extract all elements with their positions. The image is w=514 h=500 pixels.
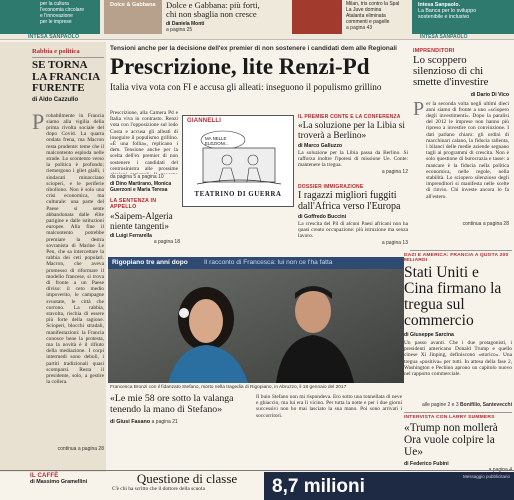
sentenza-byline: di Luigi Ferrarella — [110, 233, 152, 239]
photo-story-quote-body: Il buio Stefano non mi rispondeva. Ero sotto una tonnellata di neve e ghiaccio, ma lui era lì vicino. Per tutta la notte e per i due giorni successivi non ho mai lasciato la sua mano. Poi sono arrivati i soccorritori. — [256, 394, 402, 419]
photo-story-page: a pagina 21 — [151, 418, 178, 425]
teaser-line: La Juve domina — [346, 7, 382, 13]
teaser-page: a pagina 25 — [166, 27, 193, 33]
right-body: er la seconda volta negli ultimi dieci anni siamo di fronte a uno «sciopero degli investimenti». Dopo la paralisi del 2012 le imprese non hanno più ripreso a investire con convinzione. I dati parlano chiaro: gli ordini di macchinari calano, la fiducia rallenta, i bilanci delle medie aziende segnano tagli ai programmi di crescita. Non è solo questione di burocrazia e tasse: a mancare è la fiducia nella politica economica, nelle regole, nella stabilità. Lo sciopero silenzioso degli imprenditori si manifesta nelle scelte di rinvio. Chi investe ancora lo fa all'estero. — [426, 100, 509, 200]
teaser-brand-logo: INTESA SANPAOLO — [28, 34, 80, 40]
libia-headline: «La soluzione per la Libia si troverà a Berlino» — [298, 121, 405, 141]
right-byline: di Dario Di Vico — [470, 91, 509, 98]
right-headline: Lo scoppero silenzioso di chi smette d'investire — [413, 54, 489, 89]
cartoon-balloon: MA NELLE ELEZIONI... — [205, 136, 229, 146]
photo-story-byline: di Giusi Fasano — [110, 418, 151, 425]
photo-story-headline-block[interactable] — [110, 394, 250, 425]
teaser-page: a pagina 43 — [346, 25, 373, 31]
trade-body: Un passo avanti. Che i due protagonisti, i presidenti americano Donald Trump e quello cinese Xi Jinping, definiscono «storico». Una tregua «positiva» per tutti. In attesa della fase 2, Washington e Pechino aprono un capitolo nuovo nel rapporto commerciale. — [404, 340, 512, 378]
sentenza-page: a pagina 18 — [153, 239, 180, 245]
africa-story[interactable] — [298, 184, 408, 246]
top-teaser-bar — [0, 0, 514, 40]
rigopiano-photo — [108, 269, 404, 383]
teaser-line: commenti e pagelle — [346, 19, 390, 25]
cartoon-tag: GIANNELLI — [187, 118, 222, 124]
main-body-column — [110, 110, 178, 193]
caffe-column[interactable] — [112, 472, 262, 494]
main-body-text: Prescrizione, alla Camera Pd e Italia viva in contrasto. Renzi vota con l'opposizione sul lodo Costa e accusa gli alleati di inseguire il populismo grillino. «È una follia», replicano i dem. Tensione anche per la scelta dell'ex premier di non sostenere i candidati del centrosinistra alle prossime — [110, 110, 178, 172]
editorial-byline: di Aldo Cazzullo — [32, 96, 79, 103]
trump-byline: di Federico Fubini — [404, 461, 449, 467]
teaser-thumb-fashion[interactable] — [104, 0, 162, 34]
teaser-title-line: chi non sbaglia non cresce — [166, 9, 257, 19]
photo-caption: Francesca Bronzi con il fidanzato Stefano, morto nella tragedia di Rigopiano, in Abruzzo, il 18 gennaio del 2017 — [110, 385, 347, 390]
trade-names: Bonifilio, Santevecchi — [460, 402, 512, 408]
photo-banner[interactable] — [108, 257, 404, 269]
ad-label: Messaggio pubblicitario — [462, 474, 510, 479]
dropcap: P — [413, 97, 425, 120]
editorial-body: robabilmente in Francia siamo alla vigilia della prima rivolta sociale del dopo Covid. La quarta ondata frena, ma Macron resta prudente: teme che il malcontento esploda nelle strade. Lo scontento verso la politica è profondo; riemergono i gilet gialli, i sindacati minacciano scioperi, e le periferie ribollono. Non è solo una crisi economica, ma culturale: una parte del Paese si sente abbandonata dalle élite parigine e dalle istituzioni europee. Alla fine il malcontento potrebbe premiare la destra sovranista di Marine Le Pen, che sa intercettare la rabbia dei ceti popolari. Macron, che aveva promesso di riformare il modello francese, si trova di fronte a un Paese diviso: il ceto medio impoverito, le campagne svuotate, le città che corrono. La rabbia, stavolta, rischia di essere più forte della ragione. Scioperi, blocchi stradali, manifestazioni: la Francia conosce bene la protesta, ma la novità è il rifiuto della mediazione. I corpi intermedi sono deboli, i partiti tradizionali quasi scomparsi. Resta il presidente, solo, a gestire la collera. — [46, 112, 104, 386]
africa-byline: di Goffredo Buccini — [298, 214, 347, 220]
trade-kicker: DAZI E AMERICA: FRANCIA A QUOTA 200 MILIARDI — [404, 253, 509, 263]
teaser-line: sostenibile e inclusivo — [418, 14, 470, 21]
trade-headline: Stati Uniti e Cina firmano la tregua sul commercio — [404, 264, 502, 329]
teaser-byline: di Daniela Monti — [166, 21, 205, 27]
trump-headline: «Trump non mollerà Ora vuole colpire la Ue» — [404, 422, 498, 458]
dropcap: P — [32, 108, 45, 134]
photo-banner-subtitle: Il racconto di Francesca: lui non ce l'ha fatta — [204, 259, 333, 266]
ad-big-number: 8,7 milioni — [272, 476, 365, 497]
caffe-block[interactable] — [30, 473, 110, 485]
trade-pages: alle pagine 2 e 3 — [421, 402, 459, 408]
teaser-sport[interactable] — [346, 1, 406, 31]
continue-link[interactable]: continua a pagina 28 — [462, 220, 509, 227]
cartoon-caption: TEATRINO DI GUERRA — [194, 191, 282, 198]
main-byline: di Dino Martirano, Monica Guerzoni e Maria Teresa — [110, 181, 172, 193]
teaser-brand-logo: INTESA SANPAOLO — [420, 34, 468, 40]
sentenza-story[interactable] — [110, 198, 180, 245]
bottom-advertisement[interactable] — [264, 472, 514, 500]
libia-story[interactable] — [298, 114, 408, 175]
teaser-line: Intesa Sanpaolo. — [418, 2, 461, 8]
trade-byline: di Giuseppe Sarcina — [404, 332, 454, 338]
caffe-byline: di Massimo Gramellini — [30, 479, 88, 485]
caffe-headline: Questione di classe — [136, 471, 238, 486]
africa-kicker: DOSSIER IMMIGRAZIONE — [298, 184, 364, 190]
main-story[interactable] — [110, 45, 410, 93]
photo-banner-title: Rigopiano tre anni dopo — [112, 259, 188, 266]
photo-story-headline: «Le mie 58 ore sotto la valanga tenendo la mano di Stefano» — [110, 393, 234, 415]
teaser-dolce-gabbana[interactable] — [166, 1, 286, 33]
teaser-line: e l'innovazione — [40, 13, 73, 19]
caffe-kicker: IL CAFFÈ — [30, 473, 59, 479]
main-headline: Prescrizione, lite Renzi-Pd — [110, 54, 370, 79]
trump-kicker: INTERVISTA CON LARRY SUMMERS — [404, 415, 495, 420]
teaser-thumb-football[interactable] — [292, 0, 342, 34]
teaser-brand-banner-right[interactable] — [412, 0, 514, 34]
photo-story-quote — [256, 394, 402, 446]
libia-byline: di Marco Galluzzo — [298, 143, 343, 149]
section-label: Rabbia e politica — [32, 48, 80, 55]
sentenza-headline: «Saipem-Algeria niente tangenti» — [110, 211, 173, 231]
cartoon-panel — [182, 115, 294, 207]
right-column-editorial[interactable] — [413, 48, 509, 227]
libia-body: La soluzione per la Libia passa da Berlino. Si rafforza inoltre l'ipotesi di missione Ue. Conte: mantenere la tregua. — [298, 150, 408, 169]
main-kicker: Tensioni anche per la decisione dell'ex premier di non sostenere i candidati dem alle Regionali — [110, 45, 397, 52]
left-column-editorial[interactable] — [32, 48, 104, 452]
main-subhead: Italia viva vota con FI e accusa gli alleati: inseguono il populismo grillino — [110, 82, 382, 92]
teaser-line: per le imprese — [40, 19, 72, 25]
africa-body: La crescita del Pil di alcuni Paesi africani non ha quasi creato occupazione: più istruzione ma senza lavoro. — [298, 221, 408, 240]
main-pages[interactable]: da pagina 5 a pagina 10 — [110, 174, 164, 180]
sentenza-kicker: LA SENTENZA IN APPELLO — [110, 198, 157, 210]
caffe-body: C'è chi ha scritto che il dottore della scuola — [112, 486, 205, 492]
editorial-headline: SE TORNA LA FRANCIA FURENTE — [32, 59, 100, 94]
teaser-title-line: Dolce e Gabbana: più forti, — [166, 0, 260, 10]
thumb-label: Dolce & Gabbana — [110, 2, 156, 8]
africa-page: a pagina 13 — [381, 240, 408, 246]
continue-link[interactable]: continua a pagina 28 — [57, 445, 104, 452]
teaser-brand-banner-left[interactable] — [0, 0, 100, 40]
teaser-line: per la cultura — [40, 1, 69, 7]
trump-story[interactable] — [404, 415, 512, 473]
teaser-line: Atalanta eliminata — [346, 13, 386, 19]
africa-headline: I ragazzi migliori fuggiti dall'Africa verso l'Europa — [298, 190, 401, 212]
teaser-line: Milan, tris contro la Spal — [346, 1, 400, 7]
photo-illustration — [108, 269, 404, 383]
right-kicker: IMPRENDITORI — [413, 48, 455, 54]
teaser-line: l'economia circolare — [40, 7, 85, 13]
libia-page: a pagina 12 — [381, 169, 408, 175]
libia-kicker: IL PREMIER CONTE E LA CONFERENZA — [298, 114, 401, 120]
trade-story[interactable] — [404, 253, 512, 408]
teaser-line: La Banca per lo sviluppo — [418, 8, 477, 15]
